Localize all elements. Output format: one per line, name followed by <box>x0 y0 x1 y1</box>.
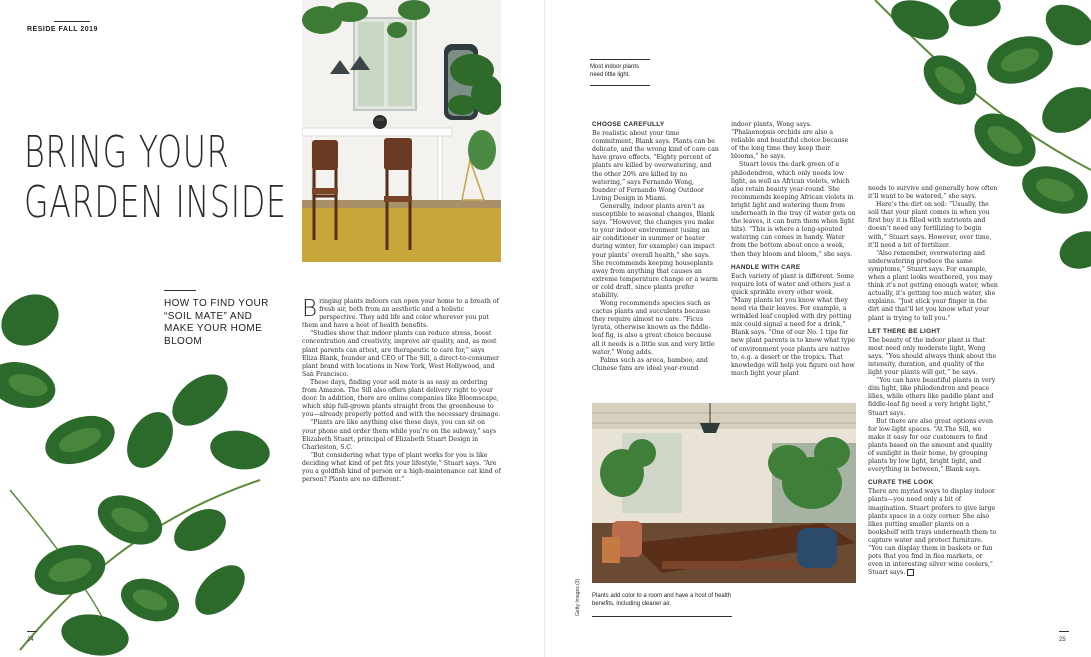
folio-left-rule <box>27 631 37 632</box>
subhead-let-there-be-light: LET THERE BE LIGHT <box>868 327 941 335</box>
article-title <box>24 128 287 228</box>
column-2-paragraph-1: indoor plants, Wong says. “Phalaenopsis orchids are also a reliable and beautiful choice because of the long time they keep their blooms,” he says. <box>731 121 849 161</box>
photo-credit: Getty Images (3) <box>575 578 581 616</box>
column-1-paragraph-4: Palms such as areca, bamboo, and Chinese fans are ideal year-round <box>592 356 708 372</box>
drop-cap: B <box>302 296 318 322</box>
running-head-rule <box>54 21 90 22</box>
living-room-illustration <box>592 403 856 583</box>
leaves-left-svg <box>0 290 300 657</box>
column-1-paragraph-1: Be realistic about your time commitment, Blank says. Plants can be delicate, and the wrong kind of care can have grave effects. “Eighty percent of plants are killed by overwatering, and the other 20% are killed by no watering,” says Fernando Wong, founder of Fernando Wong Outdoor Living Design in Miami. <box>592 130 719 202</box>
right-page <box>545 0 1091 657</box>
article-column-3 <box>868 185 998 577</box>
caption-bottom: Plants add color to a room and have a host of health benefits, including cleaner air. <box>592 593 732 607</box>
dining-room-illustration <box>302 0 501 262</box>
column-3-paragraph-2: Here’s the dirt on soil: “Usually, the soil that your plant comes in when you first buy it is filled with nutrients and doesn’t need any fertilizing to begin with,” Stuart says. However, over time, it’ll need a bit of fertilizer. <box>868 201 992 249</box>
end-mark-icon <box>907 569 914 576</box>
intro-paragraph-1: Bringing plants indoors can open your home to a breath of fresh air, both from an aesthetic and a holistic perspective. They add life and color wherever you put them and have a host of health benefits. <box>302 296 499 330</box>
left-page <box>0 0 545 657</box>
caption-top: Most indoor plants need little light. <box>590 64 640 78</box>
caption-top-rule-bottom <box>590 85 650 86</box>
intro-paragraph-5: “But considering what type of plant works for you is like deciding what kind of pet fits your lifestyle,” Stuart says. “Are you a goldfish kind of person or a high-maintenance cat kind of person? Plants are no different.” <box>302 451 501 484</box>
article-column-2 <box>731 121 856 378</box>
subhead-handle-with-care: HANDLE WITH CARE <box>731 263 801 271</box>
caption-bottom-rule <box>592 616 732 617</box>
article-subtitle: HOW TO FIND YOUR “SOIL MATE” AND MAKE YOUR HOME BLOOM <box>164 298 269 347</box>
column-3-paragraph-3: “Also remember, overwatering and underwatering produce the same symptoms,” Stuart says. For example, when a plant looks weathered, you may think it’s not getting enough water, when actually, it’s getting too much water, she explains. “Just stick your finger in the dirt and that’ll let you know what your plant is trying to tell you.” <box>868 249 998 322</box>
title-line-2: GARDEN INSIDE <box>24 177 287 228</box>
page-number-left: 24 <box>27 637 34 643</box>
column-1-paragraph-3: Wong recommends species such as cactus plants and succulents because they require almost no care. “Ficus lyrata, otherwise known as the fiddle-leaf fig, is also a great choice because all it needs is a little sun and very little water,” Wong adds. <box>592 300 715 356</box>
intro-paragraph-2: “Studies show that indoor plants can reduce stress, boost concentration and creativity, improve air quality, and, as most plant parents can attest, are therapeutic to care for,” says Eliza Blank, founder and CEO of The Sill, a direct-to-consumer plant brand with locations in New York, West Hollywood, and San Francisco. <box>302 330 499 378</box>
column-2-paragraph-2: Stuart loves the dark green of a philodendron, which only needs low light, as well as African violets, which also retain beauty year-round. She recommends keeping African violets in bright light and watering them from underneath in the tray (if water gets on the leaves, it can burn them when light hits). “This is where a long-spouted watering can comes in handy. Water from the bottom about once a week, then they bloom and bloom,” she says. <box>731 161 856 258</box>
column-2-paragraph-3: Each variety of plant is different. Some require lots of water and others just a quick sprinkle every other week. “Many plants let you know what they need via their leaves. For example, a wrinkled leaf coupled with dry potting mix could signal a need for a drink,” Blank says. “One of our No. 1 tips for new plant parents is to know what type of environment your plants are native to, e.g. a desert or the tropics. That knowledge will help you figure out how much light your plant <box>731 272 855 377</box>
running-head: RESIDE FALL 2019 <box>27 26 98 33</box>
intro-paragraph-4: “Plants are like anything else these days, you can sit on your phone and order them while you’re on the subway,” says Elizabeth Stuart, principal of Elizabeth Stuart Design in Charleston, S.C. <box>302 419 497 451</box>
leaf-branch-illustration-left <box>0 290 300 657</box>
column-3-paragraph-4: The beauty of the indoor plant is that most need only moderate light, Wong says. “You should always think about the intensity, duration, and quality of the light your plants will get,” he says. <box>868 336 997 377</box>
intro-paragraph-3: These days, finding your soil mate is as easy as ordering from Amazon. The Sill also offers plant delivery right to your door. In addition, there are online companies like Bloomscape, which ship full-grown plants straight from the greenhouse to you—already properly potted and with the necessary drainage. <box>302 378 501 419</box>
title-line-1: BRING YOUR <box>24 127 230 178</box>
dining-room-photo <box>302 0 501 262</box>
article-column-1 <box>592 121 720 373</box>
subhead-choose-carefully: CHOOSE CAREFULLY <box>592 121 665 128</box>
column-3-paragraph-1: needs to survive and generally how often it’ll want to be watered,” she says. <box>868 185 998 201</box>
folio-right-rule <box>1059 631 1069 632</box>
column-3-paragraph-6: But there are also great options even for low-light spaces. “At The Sill, we make it easy for our customers to find plants based on the amount and quality of sunlight in their home, by grouping plants by low light, bright light, and everything in between,” Blank says. <box>868 417 994 474</box>
caption-top-rule <box>590 59 650 60</box>
page-number-right: 25 <box>1059 637 1066 643</box>
living-room-photo <box>592 403 856 583</box>
column-1-paragraph-2: Generally, indoor plants aren’t as susceptible to seasonal changes, Blank says. “However, the changes you make to your indoor environment (using an air conditioner in summer or heater during winter, for example) can impact your plants’ overall health,” she says. She recommends keeping houseplants away from anything that causes an extreme temperature change or a warm or cold draft, since plants prefer stability. <box>592 202 718 299</box>
subhead-curate-the-look: CURATE THE LOOK <box>868 479 934 487</box>
column-3-paragraph-7: There are myriad ways to display indoor plants—you need only a bit of imagination. Stuart prefers to give large plants space in a cozy corner. She also likes putting smaller plants on a bookshelf with trays underneath them to capture water and protect furniture. “You can display them in baskets or fun pots that you find in flea markets, or even in interesting silver wine coolers,” Stuart says. <box>868 488 997 577</box>
intro-text <box>302 298 501 484</box>
column-3-paragraph-5: “You can have beautiful plants in very dim light, like philodendron and peace lilies, while others like paddle plant and fiddle-leaf fig need a very bright light,” Stuart says. <box>868 377 996 417</box>
